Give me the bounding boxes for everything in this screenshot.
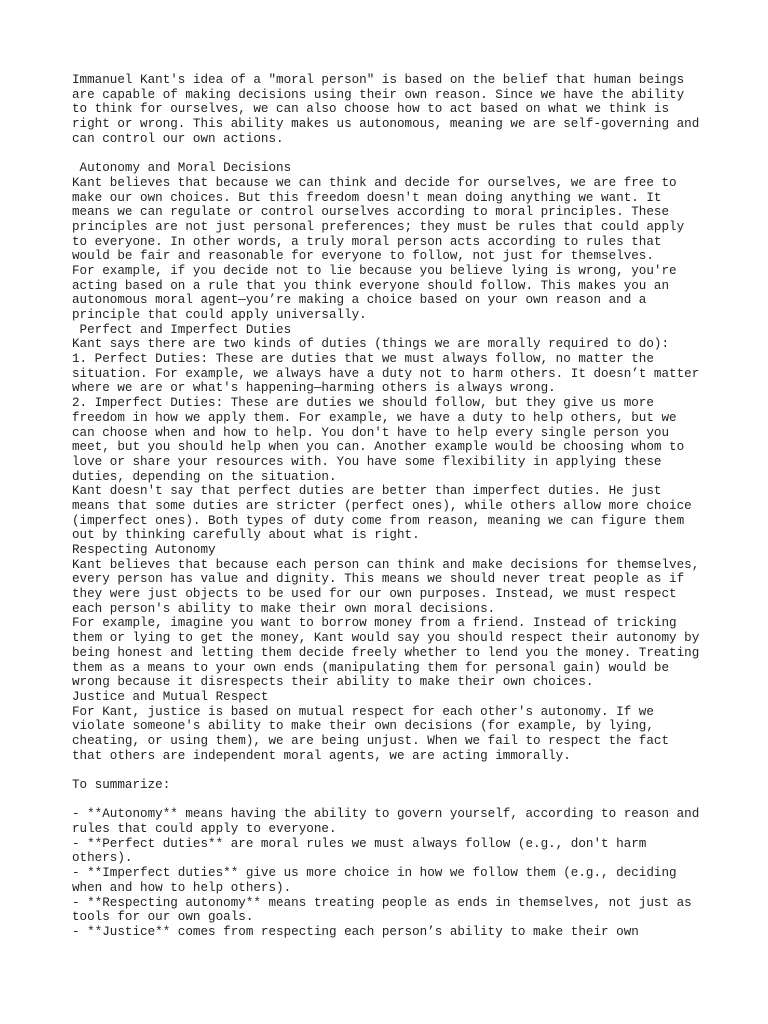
text-line: violate someone's ability to make their own decisions (for example, by lying, — [72, 719, 654, 734]
text-line: principles are not just personal preferences; they must be rules that could apply — [72, 219, 685, 234]
list-item: tools for our own goals. — [72, 910, 254, 925]
text-line: 2. Imperfect Duties: These are duties we should follow, but they give us more — [72, 396, 654, 411]
list-item: - **Perfect duties** are moral rules we must always follow (e.g., don't harm — [72, 836, 647, 851]
document-page — [72, 73, 712, 940]
text-line: Kant believes that because each person can think and make decisions for themselves, — [72, 557, 700, 572]
text-line: can control our own actions. — [72, 131, 284, 146]
section-heading-justice: Justice and Mutual Respect — [72, 689, 269, 704]
text-line: 1. Perfect Duties: These are duties that we must always follow, no matter the — [72, 352, 654, 367]
text-line: them or lying to get the money, Kant would say you should respect their autonomy by — [72, 631, 700, 646]
text-line: Kant believes that because we can think and decide for ourselves, we are free to — [72, 175, 677, 190]
text-line: For Kant, justice is based on mutual respect for each other's autonomy. If we — [72, 704, 654, 719]
text-line: to everyone. In other words, a truly moral person acts according to rules that — [72, 234, 662, 249]
text-line: means that some duties are stricter (perfect ones), while others allow more choice — [72, 498, 692, 513]
text-line: are capable of making decisions using their own reason. Since we have the ability — [72, 87, 685, 102]
section-heading-duties: Perfect and Imperfect Duties — [72, 322, 292, 337]
duties-section — [72, 337, 712, 543]
list-item: rules that could apply to everyone. — [72, 822, 337, 837]
text-line: each person's ability to make their own moral decisions. — [72, 601, 496, 616]
text-line: right or wrong. This ability makes us autonomous, meaning we are self-governing and — [72, 117, 700, 132]
text-line: them as a means to your own ends (manipulating them for personal gain) would be — [72, 660, 670, 675]
text-line: For example, if you decide not to lie because you believe lying is wrong, you're — [72, 263, 677, 278]
text-line: autonomous moral agent—you’re making a choice based on your own reason and a — [72, 293, 647, 308]
text-line: can choose when and how to help. You don't have to help every single person you — [72, 425, 670, 440]
text-line: would be fair and reasonable for everyone to follow, not just for themselves. — [72, 249, 654, 264]
text-line: they were just objects to be used for our own purposes. Instead, we must respect — [72, 587, 677, 602]
section-heading-autonomy: Autonomy and Moral Decisions — [72, 161, 292, 176]
text-line: wrong because it disrespects their ability to make their own choices. — [72, 675, 594, 690]
list-item: - **Imperfect duties** give us more choice in how we follow them (e.g., deciding — [72, 866, 677, 881]
list-item: - **Respecting autonomy** means treating people as ends in themselves, not just as — [72, 895, 692, 910]
text-line: duties, depending on the situation. — [72, 469, 337, 484]
text-line: out by thinking carefully about what is right. — [72, 528, 420, 543]
list-item: - **Justice** comes from respecting each person’s ability to make their own — [72, 924, 639, 939]
text-line: For example, imagine you want to borrow money from a friend. Instead of tricking — [72, 616, 677, 631]
respect-section — [72, 558, 712, 690]
text-line: make our own choices. But this freedom doesn't mean doing anything we want. It — [72, 190, 662, 205]
text-line: every person has value and dignity. This means we should never treat people as if — [72, 572, 685, 587]
text-line: that others are independent moral agents, we are acting immorally. — [72, 748, 571, 763]
text-line: principle that could apply universally. — [72, 308, 367, 322]
text-line: acting based on a rule that you think everyone should follow. This makes you an — [72, 278, 670, 293]
list-item: others). — [72, 851, 133, 866]
text-line: love or share your resources with. You have some flexibility in applying these — [72, 454, 662, 469]
text-line: meet, but you should help when you can. Another example would be choosing whom to — [72, 440, 685, 455]
summary-list — [72, 807, 712, 939]
text-line: where we are or what's happening—harming others is always wrong. — [72, 381, 556, 396]
text-line: (imperfect ones). Both types of duty come from reason, meaning we can figure them — [72, 513, 685, 528]
autonomy-section — [72, 176, 712, 323]
text-line: to think for ourselves, we can also choose how to act based on what we think is — [72, 102, 670, 117]
list-item: - **Autonomy** means having the ability to govern yourself, according to reason and — [72, 807, 700, 822]
section-heading-respect: Respecting Autonomy — [72, 543, 216, 557]
text-line: situation. For example, we always have a duty not to harm others. It doesn’t matter — [72, 366, 700, 381]
blank-line — [72, 146, 712, 161]
text-line: being honest and letting them decide freely whether to lend you the money. Treating — [72, 645, 700, 660]
justice-section — [72, 705, 712, 764]
text-line: Immanuel Kant's idea of a "moral person" is based on the belief that human beings — [72, 73, 685, 87]
text-line: freedom in how we apply them. For example, we have a duty to help others, but we — [72, 410, 677, 425]
text-line: Kant says there are two kinds of duties (things we are morally required to do): — [72, 337, 670, 352]
list-item: when and how to help others). — [72, 880, 292, 895]
summary-intro: To summarize: — [72, 778, 171, 792]
blank-line — [72, 793, 712, 808]
text-line: Kant doesn't say that perfect duties are better than imperfect duties. He just — [72, 484, 662, 499]
text-line: cheating, or using them), we are being unjust. When we fail to respect the fact — [72, 733, 670, 748]
intro-paragraph — [72, 73, 712, 146]
text-line: means we can regulate or control ourselves according to moral principles. These — [72, 205, 670, 220]
blank-line — [72, 763, 712, 778]
